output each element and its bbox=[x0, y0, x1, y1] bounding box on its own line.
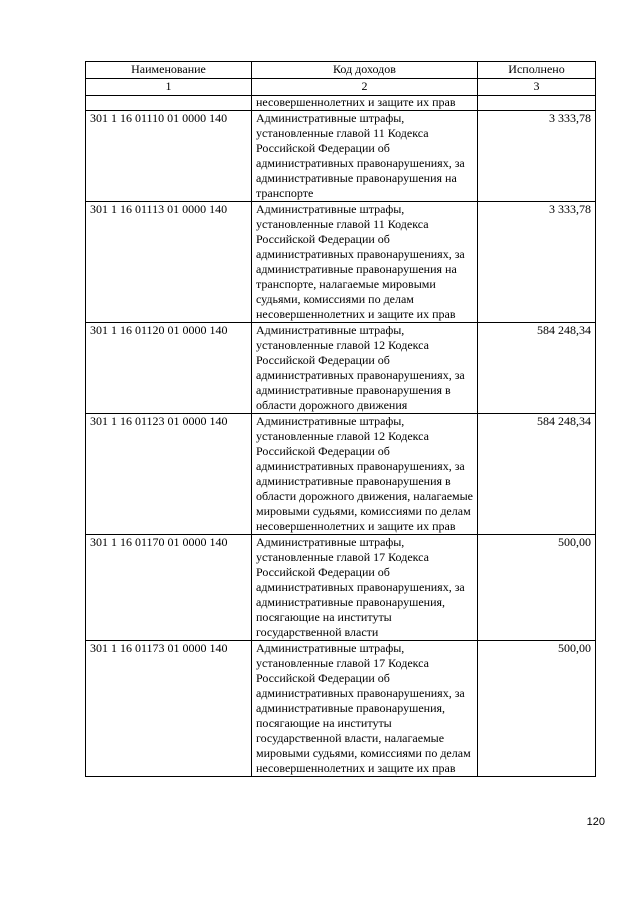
header-executed: Исполнено bbox=[478, 62, 596, 79]
column-number-1: 1 bbox=[86, 79, 252, 96]
executed-amount: 500,00 bbox=[478, 535, 596, 641]
column-number-3: 3 bbox=[478, 79, 596, 96]
executed-amount: 3 333,78 bbox=[478, 202, 596, 323]
revenue-code: 301 1 16 01123 01 0000 140 bbox=[86, 414, 252, 535]
continuation-empty-cell bbox=[86, 96, 252, 111]
executed-amount: 584 248,34 bbox=[478, 414, 596, 535]
table-row bbox=[86, 323, 596, 414]
header-row bbox=[86, 62, 596, 79]
revenue-code: 301 1 16 01110 01 0000 140 bbox=[86, 111, 252, 202]
revenue-name: Административные штрафы, установленные главой 11 Кодекса Российской Федерации об административных правонарушениях, за административные правонарушения на транспорте bbox=[252, 111, 478, 202]
page-number: 120 bbox=[586, 816, 605, 828]
table-row bbox=[86, 535, 596, 641]
continuation-empty-cell bbox=[478, 96, 596, 111]
revenue-name: Административные штрафы, установленные главой 12 Кодекса Российской Федерации об административных правонарушениях, за административные правонарушения в области дорожного движения bbox=[252, 323, 478, 414]
continuation-row bbox=[86, 96, 596, 111]
executed-amount: 584 248,34 bbox=[478, 323, 596, 414]
revenue-code: 301 1 16 01173 01 0000 140 bbox=[86, 641, 252, 777]
header-code: Код доходов bbox=[252, 62, 478, 79]
revenue-table bbox=[85, 61, 596, 777]
continuation-text: несовершеннолетних и защите их прав bbox=[252, 96, 478, 111]
column-number-row bbox=[86, 79, 596, 96]
revenue-name: Административные штрафы, установленные главой 12 Кодекса Российской Федерации об административных правонарушениях, за административные правонарушения в области дорожного движения, налагаемые мировыми судьями, комиссиями по делам несовершеннолетних и защите их прав bbox=[252, 414, 478, 535]
header-name: Наименование bbox=[86, 62, 252, 79]
executed-amount: 3 333,78 bbox=[478, 111, 596, 202]
table-row bbox=[86, 641, 596, 777]
table-row bbox=[86, 414, 596, 535]
table-row bbox=[86, 202, 596, 323]
revenue-name: Административные штрафы, установленные главой 11 Кодекса Российской Федерации об административных правонарушениях, за административные правонарушения на транспорте, налагаемые мировыми судьями, комиссиями по делам несовершеннолетних и защите их прав bbox=[252, 202, 478, 323]
table-row bbox=[86, 111, 596, 202]
revenue-name: Административные штрафы, установленные главой 17 Кодекса Российской Федерации об административных правонарушениях, за административные правонарушения, посягающие на институты государственной власти, налагаемые мировыми судьями, комиссиями по делам несовершеннолетних и защите их прав bbox=[252, 641, 478, 777]
revenue-name: Административные штрафы, установленные главой 17 Кодекса Российской Федерации об административных правонарушениях, за административные правонарушения, посягающие на институты государственной власти bbox=[252, 535, 478, 641]
executed-amount: 500,00 bbox=[478, 641, 596, 777]
column-number-2: 2 bbox=[252, 79, 478, 96]
revenue-code: 301 1 16 01113 01 0000 140 bbox=[86, 202, 252, 323]
revenue-code: 301 1 16 01120 01 0000 140 bbox=[86, 323, 252, 414]
revenue-code: 301 1 16 01170 01 0000 140 bbox=[86, 535, 252, 641]
